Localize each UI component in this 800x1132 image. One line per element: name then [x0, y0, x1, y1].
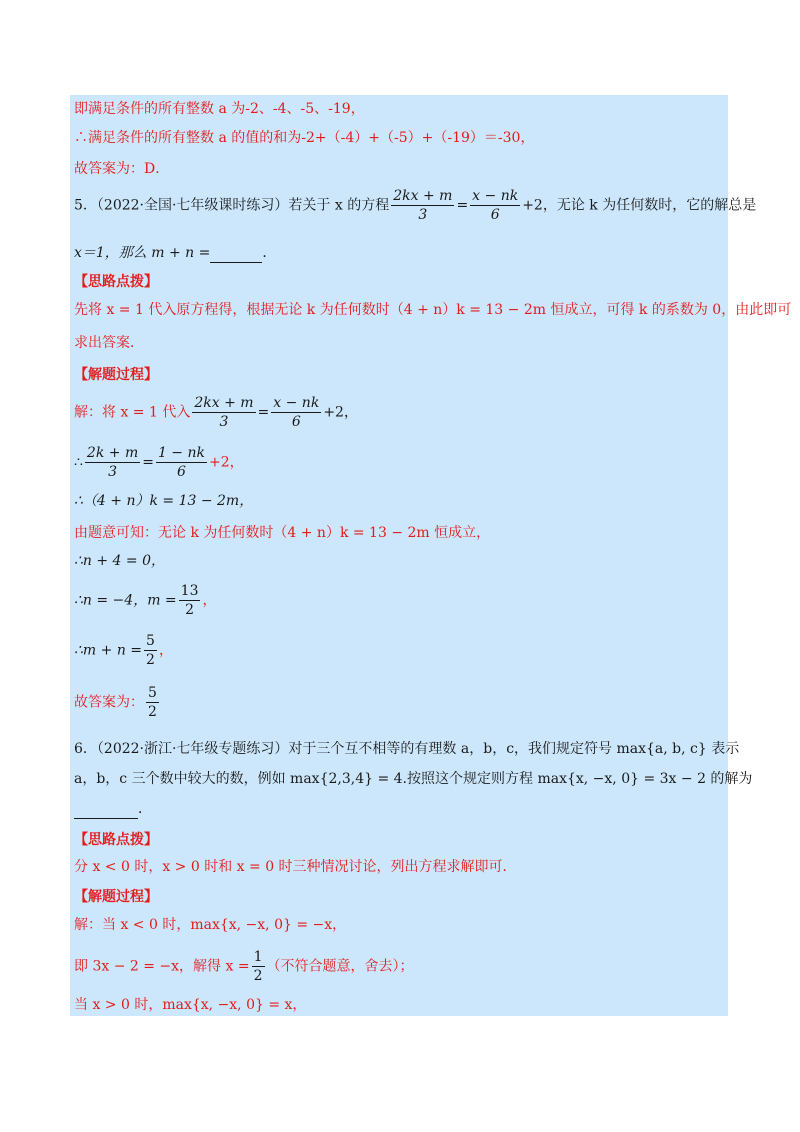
question-text: 5．（2022·全国·七年级课时练习）若关于 x 的方程	[74, 197, 390, 214]
fraction: $\frac{1}{2}$	[253, 949, 263, 984]
fraction: $\frac{5}{2}$	[146, 633, 155, 668]
solution-heading: 【解题过程】	[74, 889, 158, 905]
question-text: +2，无论 k 为任何数时，它的解总是	[522, 197, 757, 214]
solution-heading: 【解题过程】	[74, 367, 158, 383]
solution-step: ∴（4 + n）k = 13 − 2m，	[74, 493, 254, 509]
solution-step: ∴ $\frac{2k + m}{3}$ = $\frac{1 - nk}{6}$ +2，	[74, 445, 244, 480]
hint-heading: 【思路点拨】	[74, 274, 158, 290]
fraction: $\frac{x - nk}{6}$	[273, 395, 320, 430]
answer-line: 故答案为： $\frac{5}{2}$	[74, 685, 157, 720]
solution-step: 由题意可知：无论 k 为任何数时（4 + n）k = 13 − 2m 恒成立，	[74, 525, 491, 541]
answer-blank	[210, 244, 262, 263]
hint-heading: 【思路点拨】	[74, 832, 158, 848]
solution-step: 解：将 x = 1 代入 $\frac{2kx + m}{3}$ = $\frac{x - nk}{6}$ +2，	[74, 395, 358, 430]
solution-step: 即 3x − 2 = −x，解得 x = $\frac{1}{2}$ （不符合题意，舍去）；	[74, 949, 414, 984]
solution-step: ∴m + n = $\frac{5}{2}$ ，	[74, 633, 173, 668]
text-line: ∴满足条件的所有整数 a 的值的和为-2+（-4）+（-5）+（-19）＝-30，	[74, 130, 535, 146]
fraction: $\frac{2kx + m}{3}$	[393, 188, 453, 223]
fraction: $\frac{13}{2}$	[180, 583, 199, 618]
solution-step: ∴n = −4，m = $\frac{13}{2}$ ，	[74, 583, 217, 618]
text-line: 即满足条件的所有整数 a 为-2、-4、-5、-19，	[74, 101, 365, 117]
fraction: $\frac{2kx + m}{3}$	[194, 395, 254, 430]
answer-blank	[74, 800, 138, 819]
question-5-stem: 5．（2022·全国·七年级课时练习）若关于 x 的方程 $\frac{2kx + m}{3}$ = $\frac{x - nk}{6}$ +2，无论 k 为任何数时，它的解总是	[74, 188, 757, 223]
text-line: 故答案为：D．	[74, 161, 170, 177]
solution-step: ∴n + 4 = 0，	[74, 553, 165, 569]
fraction: $\frac{1 - nk}{6}$	[157, 445, 205, 480]
solution-step: 解：当 x < 0 时，max{x, −x, 0} = −x，	[74, 917, 347, 933]
question-6-line3: ．	[74, 800, 152, 819]
question-6-stem: 6．（2022·浙江·七年级专题练习）对于三个互不相等的有理数 a，b，c，我们规定符号 max{a, b, c} 表示	[74, 741, 740, 757]
solution-panel	[70, 95, 728, 1016]
fraction: $\frac{5}{2}$	[148, 685, 157, 720]
hint-text: 求出答案．	[74, 335, 144, 351]
question-5-line2: x＝1，那么 m + n = ．	[74, 245, 277, 261]
hint-text: 分 x < 0 时，x > 0 时和 x = 0 时三种情况讨论，列出方程求解即可．	[74, 859, 517, 875]
hint-text: 先将 x = 1 代入原方程得，根据无论 k 为任何数时（4 + n）k = 13 − 2m 恒成立，可得 k 的系数为 0，由此即可	[74, 302, 792, 318]
fraction: $\frac{2k + m}{3}$	[86, 445, 139, 480]
question-6-line2: a，b，c 三个数中较大的数，例如 max{2,3,4} = 4.按照这个规定则方程 max{x, −x, 0} = 3x − 2 的解为	[74, 771, 753, 787]
fraction: $\frac{x - nk}{6}$	[472, 188, 519, 223]
solution-step: 当 x > 0 时，max{x, −x, 0} = x，	[74, 997, 307, 1013]
